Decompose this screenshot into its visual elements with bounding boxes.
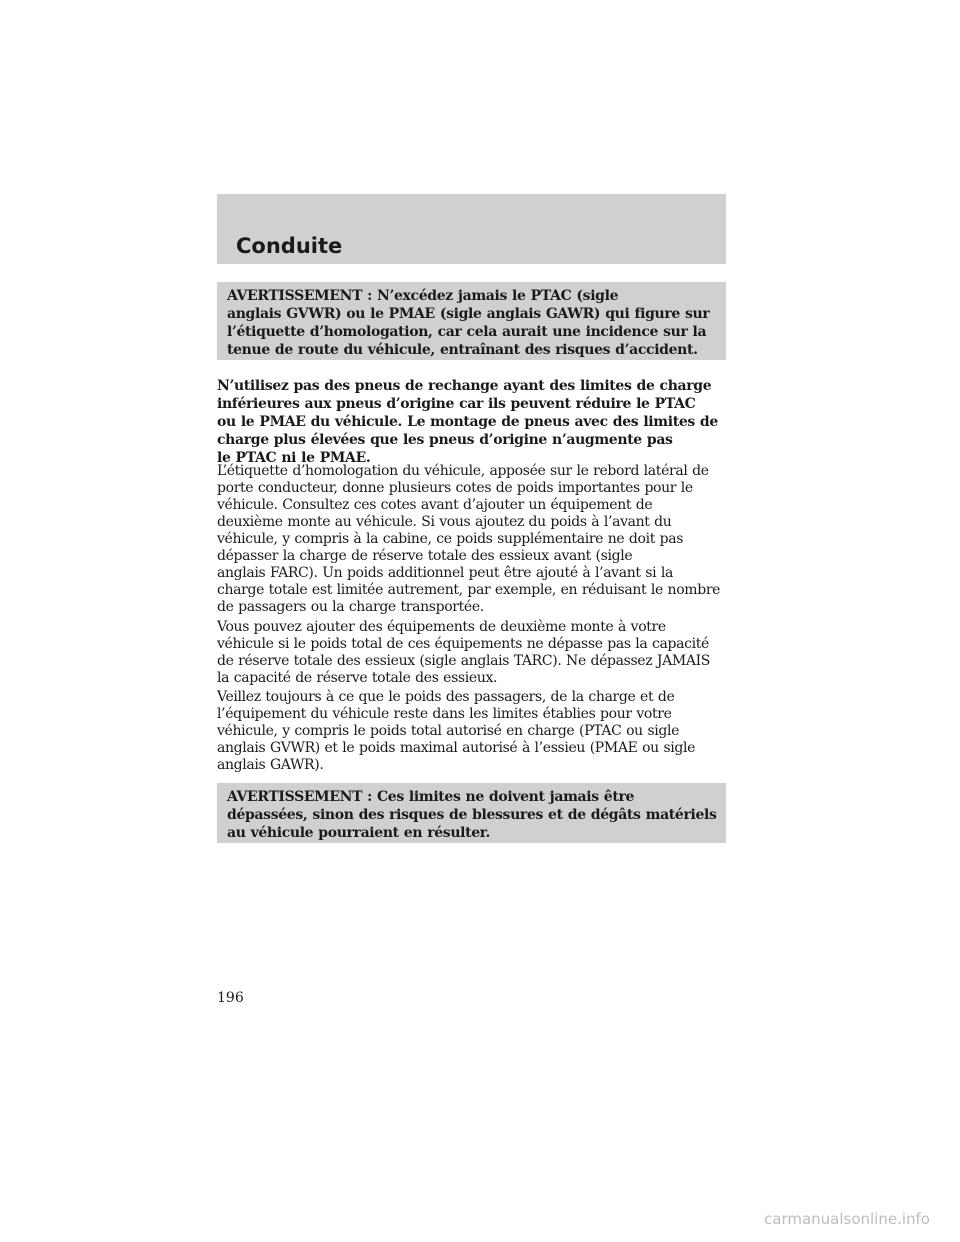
section-title: Conduite	[236, 234, 343, 258]
paragraph-weight-limits: Veillez toujours à ce que le poids des passagers, de la charge et de l’équipement du véhicule reste dans les limites établies pour votre véhicule, y compris le poids total autorisé en charge (PTAC ou sigle anglais GVWR) et le poids maximal autorisé à l’essieu (PMAE ou sigle anglais GAWR).	[217, 689, 696, 773]
paragraph-aftermarket-equipment: Vous pouvez ajouter des équipements de deuxième monte à votre véhicule si le poids total de ces équipements ne dépasse pas la capacité de réserve totale des essieux (sigle anglais TARC). Ne dépassez JAMAIS la capacité de réserve totale des essieux.	[217, 619, 711, 686]
page-number: 196	[217, 990, 244, 1006]
paragraph-tire-replacement: N’utilisez pas des pneus de rechange ayant des limites de charge inférieures aux pneus d’origine car ils peuvent réduire le PTAC ou le PMAE du véhicule. Le montage de pneus avec des limites de charge plus élevées que les pneus d’origine n’augmente pas le PTAC ni le PMAE.	[217, 378, 718, 466]
watermark: carmanualsonline.info	[764, 1210, 930, 1228]
warning-box-ptac	[217, 282, 726, 360]
warning-text: AVERTISSEMENT : N’excédez jamais le PTAC (sigle anglais GVWR) ou le PMAE (sigle anglais GAWR) qui figure sur l’étiquette d’homologation, car cela aurait une incidence sur la tenue de route du véhicule, entraînant des risques d’accident.	[227, 288, 710, 358]
warning-box-limits	[217, 783, 726, 843]
section-header	[217, 194, 726, 264]
paragraph-homologation-label: L’étiquette d’homologation du véhicule, apposée sur le rebord latéral de porte conducteur, donne plusieurs cotes de poids importantes pour le véhicule. Consultez ces cotes avant d’ajouter un équipement de deuxième monte au véhicule. Si vous ajoutez du poids à l’avant du véhicule, y compris à la cabine, ce poids supplémentaire ne doit pas dépasser la charge de réserve totale des essieux avant (sigle anglais FARC). Un poids additionnel peut être ajouté à l’avant si la charge totale est limitée autrement, par exemple, en réduisant le nombre de passagers ou la charge transportée.	[217, 463, 721, 615]
warning-text: AVERTISSEMENT : Ces limites ne doivent jamais être dépassées, sinon des risques de blessures et de dégâts matériels au véhicule pourraient en résulter.	[227, 789, 717, 841]
